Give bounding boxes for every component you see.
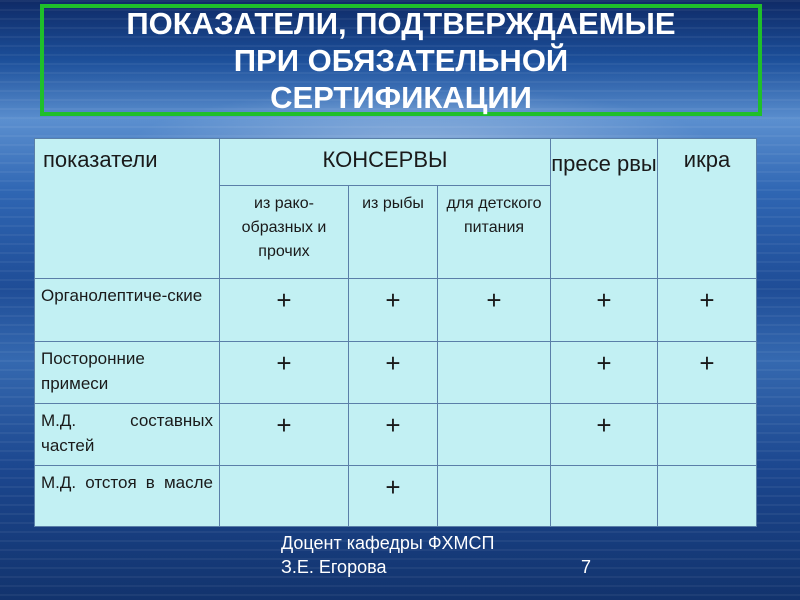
slide-footer [281,531,495,579]
cell-mark: + [349,342,438,404]
cell-mark: + [551,404,658,466]
row-label-organoleptic: Органолептиче-ские [35,279,220,342]
slide-title-line-2: ПРИ ОБЯЗАТЕЛЬНОЙ [233,42,569,78]
cell-mark [438,404,551,466]
cell-mark [551,466,658,527]
cell-mark [658,404,757,466]
subheader-fish: из рыбы [349,186,438,279]
certification-table [34,138,757,527]
row-label-foreign-impurities: Посторонние примеси [35,342,220,404]
footer-author-title: Доцент кафедры ФХМСП [281,533,495,553]
cell-mark: + [658,342,757,404]
cell-mark: + [349,279,438,342]
slide-title-line-3: СЕРТИФИКАЦИИ [270,79,532,115]
footer-author-name: З.Е. Егорова [281,557,387,577]
header-caviar: икра [658,139,757,279]
cell-mark: + [658,279,757,342]
cell-mark: + [551,342,658,404]
cell-mark: + [438,279,551,342]
row-label-oil-sediment: М.Д. отстоя в масле [35,466,220,527]
cell-mark [220,466,349,527]
cell-mark [438,342,551,404]
cell-mark: + [220,342,349,404]
header-canned: КОНСЕРВЫ [220,139,551,186]
row-label-component-fraction: М.Д. составных частей [35,404,220,466]
subheader-crustacean: из рако-образных и прочих [220,186,349,279]
cell-mark: + [349,404,438,466]
slide-title-line-1: ПОКАЗАТЕЛИ, ПОДТВЕРЖДАЕМЫЕ [126,5,676,41]
header-indicators: показатели [35,139,220,279]
cell-mark: + [220,404,349,466]
cell-mark [658,466,757,527]
cell-mark: + [349,466,438,527]
cell-mark: + [551,279,658,342]
cell-mark: + [220,279,349,342]
header-preserves: пресе рвы [551,139,658,279]
subheader-baby-food: для детского питания [438,186,551,279]
cell-mark [438,466,551,527]
slide-title-box [40,4,762,116]
page-number: 7 [581,557,592,577]
